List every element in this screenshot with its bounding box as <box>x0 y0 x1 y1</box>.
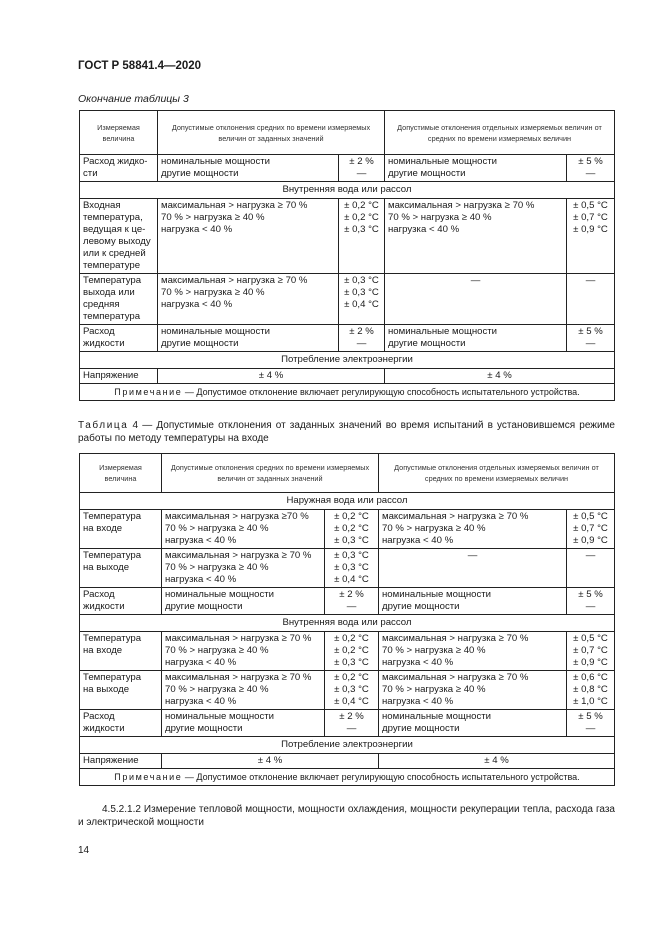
row-ind-values: — <box>567 274 615 325</box>
row-ind-values: ± 5 % — <box>567 710 615 737</box>
row-avg-values: ± 0,2 °C ± 0,2 °C ± 0,3 °C <box>325 632 379 671</box>
row-ind-values: ± 5 % — <box>567 155 615 182</box>
section-paragraph <box>78 803 615 829</box>
table3 <box>79 110 615 401</box>
row-avg-conditions: номинальные мощности другие мощности <box>162 588 325 615</box>
row-avg-conditions: максимальная > нагрузка ≥ 70 % 70 % > нагрузка ≥ 40 % нагрузка < 40 % <box>162 632 325 671</box>
row-ind-values: ± 0,5 °C ± 0,7 °C ± 0,9 °C <box>567 199 615 274</box>
note-row <box>80 384 615 401</box>
table-row <box>80 549 615 588</box>
row-ind-values: ± 4 % <box>385 369 615 384</box>
col-header-avg-deviation: Допустимые отклонения средних по времени измеряемых величин от заданных значений <box>162 454 379 493</box>
row-quantity: Температура на входе <box>80 632 162 671</box>
section-row <box>80 493 615 510</box>
section-row <box>80 737 615 754</box>
row-ind-conditions: максимальная > нагрузка ≥ 70 % 70 % > нагрузка ≥ 40 % нагрузка < 40 % <box>385 199 567 274</box>
table4-header-row <box>80 454 615 493</box>
note-text: — Допустимое отклонение включает регулирующую способность испытательного устройства. <box>182 387 580 397</box>
note-text: — Допустимое отклонение включает регулирующую способность испытательного устройства. <box>182 772 580 782</box>
table-row <box>80 671 615 710</box>
row-avg-values: ± 2 % — <box>339 155 385 182</box>
row-ind-values: ± 4 % <box>379 754 615 769</box>
table4 <box>79 453 615 786</box>
row-ind-conditions: максимальная > нагрузка ≥ 70 % 70 % > нагрузка ≥ 40 % нагрузка < 40 % <box>379 671 567 710</box>
row-ind-conditions: — <box>385 274 567 325</box>
row-avg-values: ± 4 % <box>162 754 379 769</box>
table4-caption-text: 4 — Допустимые отклонения от заданных значений во время испытаний в установившемся режиме работы по методу температуры на входе <box>78 420 615 444</box>
row-avg-conditions: номинальные мощности другие мощности <box>162 710 325 737</box>
section-power-consumption: Потребление электроэнергии <box>80 737 615 754</box>
note-label: Примечание <box>114 772 183 782</box>
table3-continuation-label: Окончание таблицы 3 <box>78 93 189 105</box>
row-avg-conditions: максимальная > нагрузка ≥ 70 % 70 % > нагрузка ≥ 40 % нагрузка < 40 % <box>158 274 339 325</box>
row-ind-conditions: номинальные мощности другие мощности <box>379 710 567 737</box>
row-avg-values: ± 0,2 °C ± 0,2 °C ± 0,3 °C <box>325 510 379 549</box>
row-ind-conditions: номинальные мощности другие мощности <box>385 155 567 182</box>
note-row <box>80 769 615 786</box>
row-ind-values: ± 0,6 °C ± 0,8 °C ± 1,0 °C <box>567 671 615 710</box>
table-row <box>80 274 615 325</box>
table-note <box>80 769 615 786</box>
row-avg-values: ± 2 % — <box>339 325 385 352</box>
row-avg-values: ± 2 % — <box>325 710 379 737</box>
row-avg-values: ± 4 % <box>158 369 385 384</box>
row-avg-conditions: максимальная > нагрузка ≥ 70 % 70 % > нагрузка ≥ 40 % нагрузка < 40 % <box>158 199 339 274</box>
section-row <box>80 182 615 199</box>
row-ind-values: — <box>567 549 615 588</box>
row-quantity: Температура на входе <box>80 510 162 549</box>
table-row <box>80 325 615 352</box>
row-avg-values: ± 0,2 °C ± 0,2 °C ± 0,3 °C <box>339 199 385 274</box>
row-avg-conditions: максимальная > нагрузка ≥70 % 70 % > нагрузка ≥ 40 % нагрузка < 40 % <box>162 510 325 549</box>
section-inner-water: Внутренняя вода или рассол <box>80 182 615 199</box>
row-ind-values: ± 5 % — <box>567 588 615 615</box>
row-quantity: Расход жидкости <box>80 325 158 352</box>
col-header-avg-deviation: Допустимые отклонения средних по времени измеряемых величин от заданных значений <box>158 111 385 155</box>
col-header-quantity: Измеряемая величина <box>80 111 158 155</box>
note-label: Примечание <box>114 387 183 397</box>
table-row <box>80 510 615 549</box>
row-avg-conditions: номинальные мощности другие мощности <box>158 325 339 352</box>
section-inner-water: Внутренняя вода или рассол <box>80 615 615 632</box>
row-avg-values: ± 2 % — <box>325 588 379 615</box>
row-ind-values: ± 0,5 °C ± 0,7 °C ± 0,9 °C <box>567 632 615 671</box>
row-quantity: Расход жидкости <box>80 588 162 615</box>
row-quantity: Температура на выходе <box>80 549 162 588</box>
row-quantity: Расход жидкости <box>80 710 162 737</box>
table4-caption-label: Таблица <box>78 420 129 431</box>
row-ind-conditions: максимальная > нагрузка ≥ 70 % 70 % > нагрузка ≥ 40 % нагрузка < 40 % <box>379 510 567 549</box>
col-header-individual-deviation: Допустимые отклонения отдельных измеряемых величин от средних по времени измеряемых величин <box>379 454 615 493</box>
col-header-quantity: Измеряемая величина <box>80 454 162 493</box>
row-avg-values: ± 0,2 °C ± 0,3 °C ± 0,4 °C <box>325 671 379 710</box>
page-number: 14 <box>78 845 90 856</box>
paragraph-text: 4.5.2.1.2 Измерение тепловой мощности, мощности охлаждения, мощности рекуперации тепла, расхода газа и электрической мощности <box>78 804 615 828</box>
row-ind-conditions: — <box>379 549 567 588</box>
table-row <box>80 199 615 274</box>
table-row <box>80 754 615 769</box>
row-avg-conditions: максимальная > нагрузка ≥ 70 % 70 % > нагрузка ≥ 40 % нагрузка < 40 % <box>162 549 325 588</box>
section-row <box>80 615 615 632</box>
row-quantity: Напряжение <box>80 369 158 384</box>
row-avg-conditions: максимальная > нагрузка ≥ 70 % 70 % > нагрузка ≥ 40 % нагрузка < 40 % <box>162 671 325 710</box>
document-header: ГОСТ Р 58841.4—2020 <box>78 60 202 72</box>
row-avg-values: ± 0,3 °C ± 0,3 °C ± 0,4 °C <box>325 549 379 588</box>
row-avg-values: ± 0,3 °C ± 0,3 °C ± 0,4 °C <box>339 274 385 325</box>
table-row <box>80 710 615 737</box>
row-ind-values: ± 5 % — <box>567 325 615 352</box>
table-note <box>80 384 615 401</box>
section-row <box>80 352 615 369</box>
table-row <box>80 588 615 615</box>
row-quantity: Расход жидко- сти <box>80 155 158 182</box>
row-quantity: Входная температура, ведущая к це- левому выходу или к средней температуре <box>80 199 158 274</box>
row-ind-conditions: номинальные мощности другие мощности <box>379 588 567 615</box>
row-quantity: Температура выхода или средняя температура <box>80 274 158 325</box>
col-header-individual-deviation: Допустимые отклонения отдельных измеряемых величин от средних по времени измеряемых величин <box>385 111 615 155</box>
table3-header-row <box>80 111 615 155</box>
table-row <box>80 369 615 384</box>
table-row <box>80 632 615 671</box>
row-ind-conditions: максимальная > нагрузка ≥ 70 % 70 % > нагрузка ≥ 40 % нагрузка < 40 % <box>379 632 567 671</box>
row-ind-conditions: номинальные мощности другие мощности <box>385 325 567 352</box>
table-row <box>80 155 615 182</box>
row-avg-conditions: номинальные мощности другие мощности <box>158 155 339 182</box>
row-quantity: Температура на выходе <box>80 671 162 710</box>
section-power-consumption: Потребление электроэнергии <box>80 352 615 369</box>
row-ind-values: ± 0,5 °C ± 0,7 °C ± 0,9 °C <box>567 510 615 549</box>
section-outer-water: Наружная вода или рассол <box>80 493 615 510</box>
row-quantity: Напряжение <box>80 754 162 769</box>
table4-caption <box>78 420 615 445</box>
